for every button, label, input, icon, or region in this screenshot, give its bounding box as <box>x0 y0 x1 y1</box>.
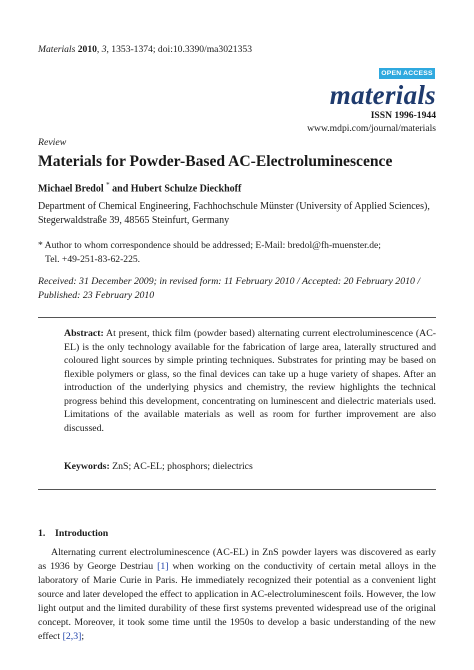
body-text: ; <box>81 631 85 642</box>
abstract <box>64 327 436 435</box>
journal-url[interactable]: www.mdpi.com/journal/materials <box>307 123 436 134</box>
affiliation-line: Department of Chemical Engineering, Fachhochschule Münster (University of Applied Sciences), <box>38 201 430 212</box>
citation-line: Materials 2010, 3, 1353-1374; doi:10.3390/ma3021353 <box>38 44 252 55</box>
divider <box>38 489 436 490</box>
abstract-text: At present, thick film (powder based) alternating current electroluminescence (AC-EL) is the only technology available for the fabrication of large area, laterally structured and coloured light sources by simple printing techniques. Substrates for printing may be based on flexible polymers or glass, so the final devices can take up a huge variety of shapes. After an introduction of the underlying physics and chemistry, the review highlights the technical progress behind this development, concentrating on luminescent and dielectric materials used. Limitations of the available materials as well as room for further improvement are also discussed. <box>64 328 436 434</box>
corresponding-mark: * <box>106 181 110 189</box>
publication-dates <box>38 275 438 302</box>
journal-logo: materials <box>329 80 436 110</box>
keywords-text: ZnS; AC-EL; phosphors; dielectrics <box>109 461 253 472</box>
article-type: Review <box>38 137 67 148</box>
correspondence <box>38 239 438 266</box>
paper-title: Materials for Powder-Based AC-Electroluminescence <box>38 153 393 170</box>
author-list <box>38 181 241 194</box>
open-access-badge[interactable]: OPEN ACCESS <box>379 68 435 79</box>
volume: 3 <box>101 44 107 55</box>
body-text: Alternating current electroluminescence (AC-EL) in ZnS powder layers was discovered as early as 1936 by George Destriau <box>38 547 436 572</box>
section-heading <box>38 528 108 539</box>
pages-doi: , 1353-1374; doi:10.3390/ma3021353 <box>106 44 252 55</box>
dates-line: Received: 31 December 2009; in revised form: 11 February 2010 / Accepted: 20 February 2010 / <box>38 276 421 287</box>
author-name: Michael Bredol <box>38 183 104 195</box>
correspondence-line: Tel. +49-251-83-62-225. <box>45 253 141 265</box>
keywords <box>64 461 253 472</box>
abstract-label: Abstract: <box>64 328 104 339</box>
affiliation <box>38 200 438 228</box>
section-title: Introduction <box>55 528 109 539</box>
issn: ISSN 1996-1944 <box>370 110 436 121</box>
citation-link[interactable]: [1] <box>157 561 169 572</box>
author-name-rest: and Hubert Schulze Dieckhoff <box>109 183 242 195</box>
body-text: when working on the conductivity of certain metal alloys in the laboratory of Marie Curie in Paris. He immediately recognized their potential as a convenient light source and later developed the effect to application in AC-electroluminescent foils. However, the low light output and the limited durability of these first systems prevented widespread use of the original concept. Moreover, it took some time until the 1950s to develop a basic understanding of the new effect <box>38 561 436 642</box>
section-number: 1. <box>38 528 46 539</box>
citation-link[interactable]: [2,3] <box>62 631 82 642</box>
divider <box>38 317 436 318</box>
correspondence-line: * Author to whom correspondence should be addressed; E-Mail: bredol@fh-muenster.de; <box>38 240 381 251</box>
body-paragraph <box>38 546 436 644</box>
journal-name: Materials <box>38 44 76 55</box>
keywords-label: Keywords: <box>64 461 110 472</box>
dates-line: Published: 23 February 2010 <box>38 289 155 301</box>
affiliation-line: Stegerwaldstraße 39, 48565 Steinfurt, Germany <box>38 215 230 226</box>
year: 2010 <box>77 44 97 55</box>
